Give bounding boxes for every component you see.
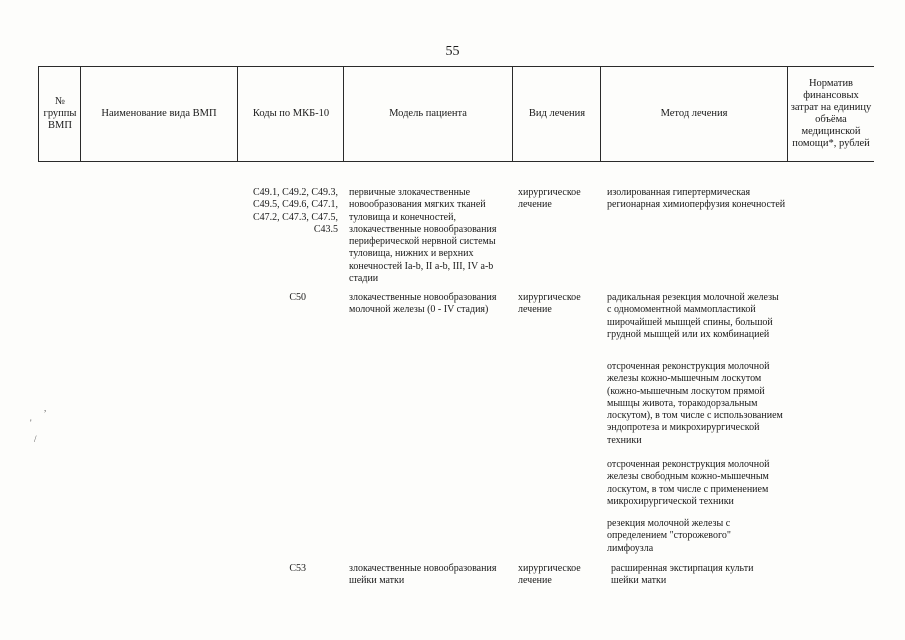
table-row-codes: C49.1, C49.2, C49.3, C49.5, C49.6, C47.1, C47.2, C47.3, C47.5, C43.5 (252, 187, 338, 235)
header-divider (237, 66, 238, 162)
table-row-codes: C50 (289, 292, 306, 303)
table-row-patient-model: злокачественные новообразования шейки матки (349, 563, 497, 587)
table-row-treatment-method: отсроченная реконструкция молочной железы кожно-мышечным лоскутом (кожно-мышечным лоскутом прямой мышцы живота, торакодорзальным лоскутом), в том числе с использованием эндопротеза и микрохирургической техники (607, 361, 783, 446)
table-row-patient-model: первичные злокачественные новообразования мягких тканей туловища и конечностей, злокачественные новообразования периферической нервной системы туловища, нижних и верхних конечностей Ia-b, II a-b, III, IV a-b стадии (349, 187, 497, 285)
header-icd-codes: Коды по МКБ-10 (252, 108, 330, 119)
table-row-treatment-type: хирургическое лечение (518, 292, 581, 316)
table-row-treatment-method: расширенная экстирпация культи шейки матки (611, 563, 754, 587)
header-divider (512, 66, 513, 162)
header-financial-norm: Норматив финансовых затрат на единицу объёма медицинской помощи*, рублей (790, 78, 872, 149)
scan-speck: ' (30, 418, 32, 428)
header-treatment-type: Вид лечения (528, 108, 586, 119)
scan-speck: , (44, 403, 47, 413)
header-group-number: № группы ВМП (43, 96, 77, 131)
header-vmp-name: Наименование вида ВМП (101, 108, 217, 119)
table-row-codes: C53 (289, 563, 306, 574)
table-row-treatment-method: изолированная гипертермическая регионарная химиоперфузия конечностей (607, 187, 786, 211)
header-treatment-method: Метод лечения (660, 108, 728, 119)
header-divider (600, 66, 601, 162)
header-divider (80, 66, 81, 162)
page-number: 55 (445, 44, 460, 59)
table-row-treatment-method: радикальная резекция молочной железы с одномоментной маммопластикой широчайшей мышцей спины, большой грудной мышцей или их комбинацией (607, 292, 779, 340)
table-row-patient-model: злокачественные новообразования молочной железы (0 - IV стадия) (349, 292, 497, 316)
table-row-treatment-method: отсроченная реконструкция молочной железы свободным кожно-мышечным лоскутом, в том числе с применением микрохирургической техники (607, 459, 770, 507)
table-row-treatment-type: хирургическое лечение (518, 187, 581, 211)
table-row-treatment-method: резекция молочной железы с определением "сторожевого" лимфоузла (607, 518, 731, 554)
header-divider (787, 66, 788, 162)
header-patient-model: Модель пациента (389, 108, 467, 119)
header-divider (38, 66, 39, 162)
header-divider (343, 66, 344, 162)
scan-speck: / (34, 434, 37, 444)
table-row-treatment-type: хирургическое лечение (518, 563, 581, 587)
